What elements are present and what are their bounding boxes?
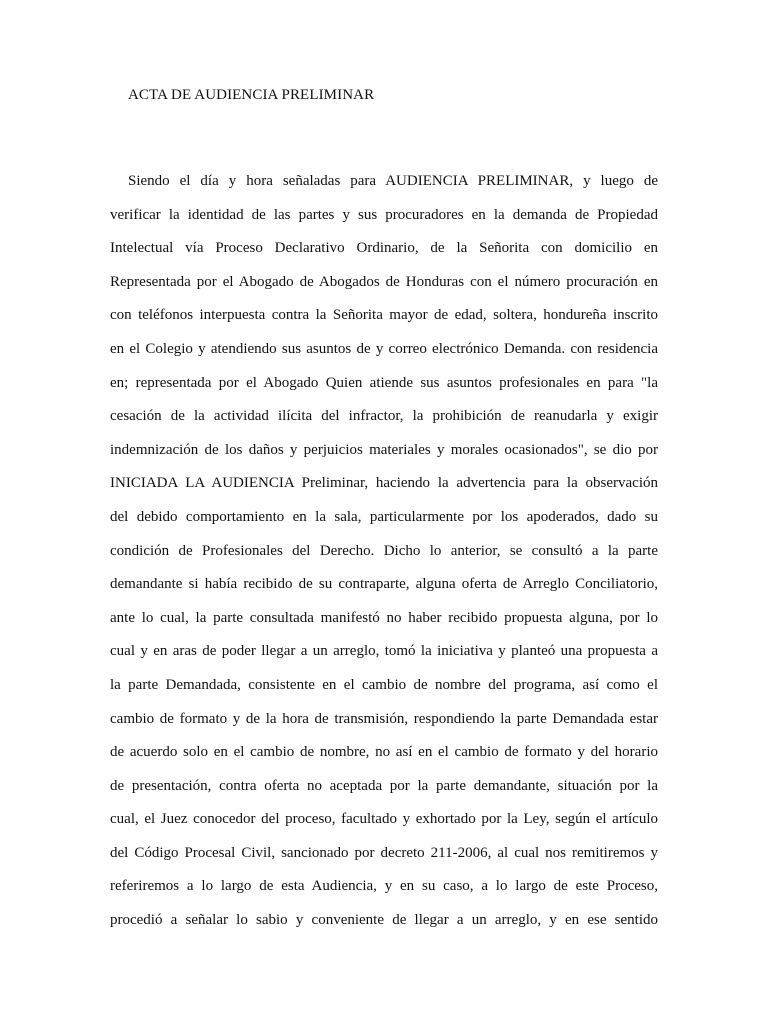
text-line: referiremos a lo largo de esta Audiencia, y en su caso, a lo largo de este Proceso, bbox=[110, 878, 658, 895]
text-line: indemnización de los daños y perjuicios materiales y morales ocasionados", se dio por bbox=[110, 441, 658, 458]
text-line: cual y en aras de poder llegar a un arreglo, tomó la iniciativa y planteó una propuesta a bbox=[110, 643, 658, 660]
text-line: Representada por el Abogado de Abogados de Honduras con el número procuración en bbox=[110, 273, 658, 290]
text-line: en el Colegio y atendiendo sus asuntos de y correo electrónico Demanda. con residencia bbox=[110, 340, 658, 357]
text-line: de acuerdo solo en el cambio de nombre, no así en el cambio de formato y del horario bbox=[110, 744, 658, 761]
text-line: con teléfonos interpuesta contra la Señorita mayor de edad, soltera, hondureña inscrito bbox=[110, 307, 658, 324]
text-line: Intelectual vía Proceso Declarativo Ordinario, de la Señorita con domicilio en bbox=[110, 240, 658, 257]
text-line: cesación de la actividad ilícita del infractor, la prohibición de reanudarla y exigir bbox=[110, 408, 658, 425]
text-line: verificar la identidad de las partes y sus procuradores en la demanda de Propiedad bbox=[110, 206, 658, 223]
text-line: del debido comportamiento en la sala, particularmente por los apoderados, dado su bbox=[110, 508, 658, 525]
text-line: la parte Demandada, consistente en el cambio de nombre del programa, así como el bbox=[110, 676, 658, 693]
text-line: en; representada por el Abogado Quien atiende sus asuntos profesionales en para "la bbox=[110, 374, 658, 391]
document-title: ACTA DE AUDIENCIA PRELIMINAR bbox=[128, 87, 375, 103]
text-line: cambio de formato y de la hora de transmisión, respondiendo la parte Demandada estar bbox=[110, 710, 658, 727]
text-line: procedió a señalar lo sabio y conveniente de llegar a un arreglo, y en ese sentido bbox=[110, 912, 658, 929]
text-line: del Código Procesal Civil, sancionado por decreto 211-2006, al cual nos remitiremos y bbox=[110, 844, 658, 861]
text-line: condición de Profesionales del Derecho. Dicho lo anterior, se consultó a la parte bbox=[110, 542, 658, 559]
document-body bbox=[110, 170, 658, 943]
text-line: INICIADA LA AUDIENCIA Preliminar, haciendo la advertencia para la observación bbox=[110, 475, 658, 492]
text-line: demandante si había recibido de su contraparte, alguna oferta de Arreglo Conciliatorio, bbox=[110, 576, 658, 593]
text-line: de presentación, contra oferta no aceptada por la parte demandante, situación por la bbox=[110, 777, 658, 794]
text-line: cual, el Juez conocedor del proceso, facultado y exhortado por la Ley, según el artículo bbox=[110, 811, 658, 828]
text-line: ante lo cual, la parte consultada manifestó no haber recibido propuesta alguna, por lo bbox=[110, 609, 658, 626]
text-line: Siendo el día y hora señaladas para AUDIENCIA PRELIMINAR, y luego de bbox=[128, 173, 658, 189]
